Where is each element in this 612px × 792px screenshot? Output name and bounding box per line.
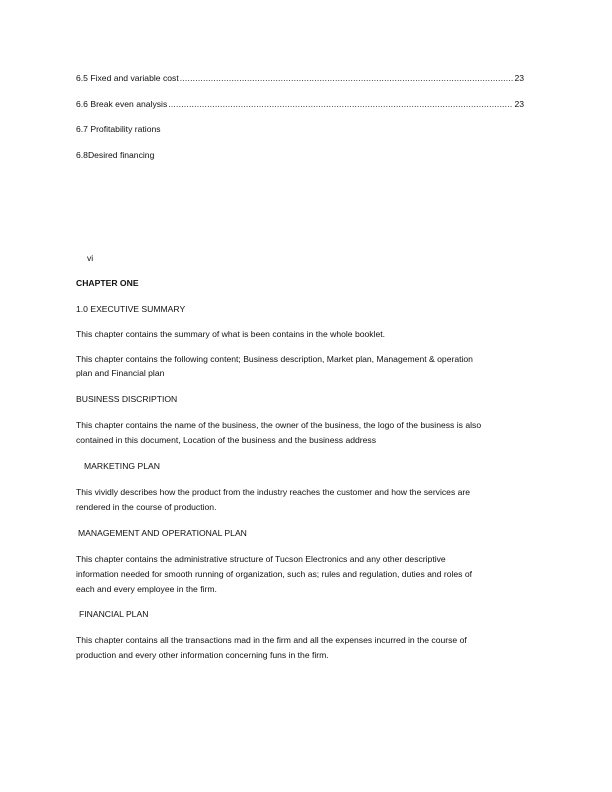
management-plan-paragraph: each and every employee in the firm. — [76, 584, 217, 594]
section-heading-financial-plan: FINANCIAL PLAN — [79, 609, 149, 619]
toc-entry-label: 6.8Desired financing — [76, 150, 155, 160]
toc-entry-label: 6.5 Fixed and variable cost — [76, 73, 179, 83]
section-heading-executive-summary: 1.0 EXECUTIVE SUMMARY — [76, 304, 186, 314]
page-number: vi — [87, 253, 94, 263]
toc-entry-page: 23 — [514, 73, 524, 83]
section-heading-marketing-plan: MARKETING PLAN — [84, 461, 160, 471]
toc-leader-dots — [168, 99, 513, 110]
section-heading-management-plan: MANAGEMENT AND OPERATIONAL PLAN — [78, 528, 247, 538]
executive-summary-paragraph: This chapter contains the following content; Business description, Market plan, Management & operation — [76, 354, 473, 364]
toc-entry-label: 6.6 Break even analysis — [76, 99, 168, 109]
financial-plan-paragraph: production and every other information concerning funs in the firm. — [76, 650, 329, 660]
management-plan-paragraph: This chapter contains the administrative structure of Tucson Electronics and any other descriptive — [76, 554, 446, 564]
section-heading-business-description: BUSINESS DISCRIPTION — [76, 394, 178, 404]
business-description-paragraph: contained in this document, Location of the business and the business address — [76, 435, 377, 445]
toc-entry — [76, 99, 524, 111]
toc-entry — [76, 124, 524, 136]
toc-entry-page: 23 — [514, 99, 524, 109]
toc-leader-dots — [180, 73, 514, 84]
marketing-plan-paragraph: This vividly describes how the product from the industry reaches the customer and how the services are — [76, 487, 471, 497]
toc-entry — [76, 150, 524, 162]
toc-entry — [76, 73, 524, 85]
business-description-paragraph: This chapter contains the name of the business, the owner of the business, the logo of the business is also — [76, 420, 482, 430]
marketing-plan-paragraph: rendered in the course of production. — [76, 502, 217, 512]
chapter-title: CHAPTER ONE — [76, 278, 139, 288]
toc-entry-label: 6.7 Profitability rations — [76, 124, 161, 134]
management-plan-paragraph: information needed for smooth running of organization, such as; rules and regulation, duties and roles of — [76, 569, 473, 579]
financial-plan-paragraph: This chapter contains all the transactions mad in the firm and all the expenses incurred in the course of — [76, 635, 467, 645]
executive-summary-paragraph: This chapter contains the summary of what is been contains in the whole booklet. — [76, 329, 386, 339]
executive-summary-paragraph: plan and Financial plan — [76, 368, 165, 378]
